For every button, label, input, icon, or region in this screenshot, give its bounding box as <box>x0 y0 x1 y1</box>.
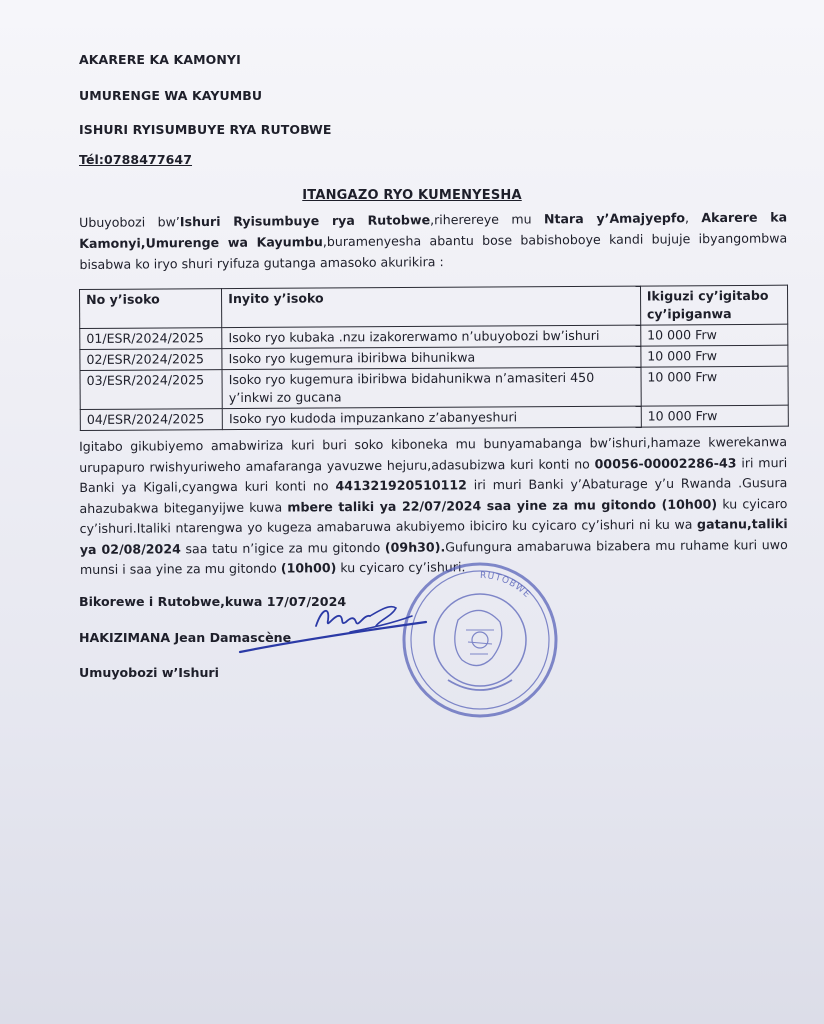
signature <box>230 586 430 666</box>
body-text: ku cyicaro cy’ishuri. <box>336 559 466 576</box>
intro-province: Ntara y’Amajyepfo <box>543 210 686 227</box>
table-row <box>80 366 788 409</box>
intro-text: , <box>684 210 702 226</box>
stamp-text: RUTOBWE <box>479 570 533 601</box>
header-sector: UMURENGE WA KAYUMBU <box>79 88 263 103</box>
header-telephone: Tél:0788477647 <box>79 152 193 167</box>
intro-text: ,riherereye mu <box>430 211 544 228</box>
deadline-time: (09h30). <box>384 538 446 555</box>
document-title: ITANGAZO RYO KUMENYESHA <box>302 188 522 203</box>
intro-school-name: Ishuri Ryisumbuye rya Rutobwe <box>179 212 431 230</box>
tender-description: Isoko ryo kugemura ibiribwa bihunikwa <box>222 346 641 370</box>
tender-cost: 10 000 Frw <box>641 366 788 406</box>
header-district: AKARERE KA KAMONYI <box>79 52 241 67</box>
tender-cost: 10 000 Frw <box>641 345 788 367</box>
signer-name: HAKIZIMANA Jean Damascène <box>79 630 292 645</box>
body-text: iri muri Banki y’Abaturage y’u Rwanda .Gusura ahazubakwa biteganyijwe kuwa <box>79 475 788 516</box>
intro-text: Ubuyobozi bw’ <box>79 214 180 230</box>
account-number-bk: 00056-00002286-43 <box>594 454 737 471</box>
body-paragraph <box>79 432 788 580</box>
tender-description: Isoko ryo kubaka .nzu izakorerwamo n’ubuyobozi bw’ishuri <box>222 325 641 349</box>
tender-table <box>79 285 789 431</box>
intro-location: Akarere ka Kamonyi,Umurenge wa Kayumbu <box>79 209 788 251</box>
body-text: saa tatu n’igice za mu gitondo <box>180 539 385 556</box>
body-text: iri muri Banki ya Kigali,cyangwa kuri konti no <box>79 454 788 495</box>
column-header: No y’isoko <box>80 289 222 329</box>
header-school: ISHURI RYISUMBUYE RYA RUTOBWE <box>79 122 332 137</box>
table-header-row <box>80 285 788 328</box>
intro-text: ,buramenyesha abantu bose babishoboye kandi bujuje ibyangombwa bisabwa ko iryo shuri ryifuza gutanga amasoko akurikira : <box>79 230 788 272</box>
body-text: ku cyicaro cy’ishuri.Italiki ntarengwa yo kugeza amabaruwa akubiyemo ibiciro ku cyicaro cy’ishuri ni ku wa <box>79 495 788 536</box>
column-header: Ikiguzi cy’igitabo cy’ipiganwa <box>640 285 787 325</box>
tender-number: 04/ESR/2024/2025 <box>80 409 222 431</box>
body-text: Gufungura amabaruwa bizabera mu ruhame kuri uwo munsi i saa yine za mu gitondo <box>79 536 788 577</box>
tender-number: 03/ESR/2024/2025 <box>80 370 222 410</box>
svg-text:RUTOBWE <box>480 571 532 601</box>
deadline-date: gatanu,taliki ya 02/08/2024 <box>79 516 788 557</box>
signer-role: Umuyobozi w’Ishuri <box>79 665 219 680</box>
table-row <box>80 405 788 430</box>
tender-number: 01/ESR/2024/2025 <box>80 328 222 350</box>
tender-number: 02/ESR/2024/2025 <box>80 349 222 371</box>
body-text: Igitabo gikubiyemo amabwiriza kuri buri soko kiboneka mu bunyamabanga bw’ishuri,hamaze kwerekanwa urupapuro rwishyuriweho amafaranga yavuzwe hejuru,adasubizwa kuri konti no <box>79 434 788 475</box>
tender-description: Isoko ryo kudoda impuzankano z’abanyeshuri <box>222 406 641 430</box>
tender-cost: 10 000 Frw <box>640 324 787 346</box>
site-visit-date: mbere taliki ya 22/07/2024 saa yine za mu gitondo (10h00) <box>287 496 718 515</box>
opening-time: (10h00) <box>280 560 337 576</box>
intro-paragraph <box>79 206 787 275</box>
tender-description: Isoko ryo kugemura ibiribwa bidahunikwa n’amasiteri 450 y’inkwi zo gucana <box>222 367 641 409</box>
column-header: Inyito y’isoko <box>222 286 641 328</box>
place-and-date: Bikorewe i Rutobwe,kuwa 17/07/2024 <box>79 594 347 609</box>
account-number-bpr: 441321920510112 <box>335 477 467 494</box>
tender-cost: 10 000 Frw <box>641 405 788 427</box>
